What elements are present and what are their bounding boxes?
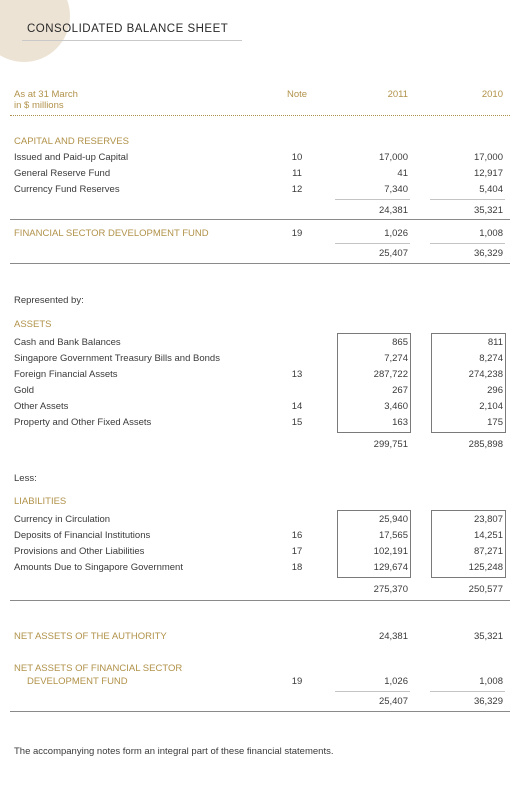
row-value-2011: 41 xyxy=(397,168,408,179)
fsdf-total-2010: 36,329 xyxy=(473,248,503,259)
subtotal-rule-2011 xyxy=(335,199,410,200)
fsdf-note: 19 xyxy=(291,228,303,239)
grand-total-rule xyxy=(10,263,510,264)
section-rule xyxy=(10,219,510,220)
row-value-2010: 17,000 xyxy=(473,152,503,163)
row-label: Foreign Financial Assets xyxy=(14,369,118,380)
row-label: Property and Other Fixed Assets xyxy=(14,417,152,428)
net-fsdf-note: 19 xyxy=(291,676,303,687)
fsdf-total-2011: 25,407 xyxy=(378,248,408,259)
net-fsdf-label-cont: DEVELOPMENT FUND xyxy=(27,676,128,687)
year-2011-header: 2011 xyxy=(387,89,408,100)
assets-heading: ASSETS xyxy=(14,319,52,330)
header-divider xyxy=(10,115,510,116)
liabilities-total-2010: 250,577 xyxy=(468,584,503,595)
row-value-2011: 102,191 xyxy=(373,546,408,557)
row-value-2011: 865 xyxy=(392,337,408,348)
row-note: 15 xyxy=(291,417,303,428)
as-at-label: As at 31 March xyxy=(14,89,78,100)
total-rule-2011 xyxy=(335,243,410,244)
row-label: Currency in Circulation xyxy=(14,514,111,525)
row-note: 10 xyxy=(291,152,303,163)
less-text: Less: xyxy=(14,473,37,484)
capital-total-2010: 35,321 xyxy=(473,205,503,216)
row-value-2011: 3,460 xyxy=(384,401,408,412)
net-assets-2011: 24,381 xyxy=(378,631,408,642)
total-rule-2011 xyxy=(335,691,410,692)
row-value-2010: 14,251 xyxy=(473,530,503,541)
row-value-2011: 129,674 xyxy=(373,562,408,573)
row-value-2010: 12,917 xyxy=(473,168,503,179)
liabilities-heading: LIABILITIES xyxy=(14,496,67,507)
net-assets-label: NET ASSETS OF THE AUTHORITY xyxy=(14,631,167,642)
net-fsdf-total-2011: 25,407 xyxy=(378,696,408,707)
row-label: Other Assets xyxy=(14,401,69,412)
liabilities-total-2011: 275,370 xyxy=(373,584,408,595)
row-label: Provisions and Other Liabilities xyxy=(14,546,145,557)
units-label: in $ millions xyxy=(14,100,64,111)
total-rule-2010 xyxy=(430,243,505,244)
row-note: 18 xyxy=(291,562,303,573)
row-value-2011: 7,274 xyxy=(384,353,408,364)
row-note: 12 xyxy=(291,184,303,195)
row-value-2011: 7,340 xyxy=(384,184,408,195)
row-value-2010: 5,404 xyxy=(479,184,503,195)
net-assets-2010: 35,321 xyxy=(473,631,503,642)
row-value-2010: 175 xyxy=(487,417,503,428)
fsdf-label: FINANCIAL SECTOR DEVELOPMENT FUND xyxy=(14,228,209,239)
footnote: The accompanying notes form an integral part of these financial statements. xyxy=(14,746,334,757)
row-note: 14 xyxy=(291,401,303,412)
net-fsdf-total-2010: 36,329 xyxy=(473,696,503,707)
row-value-2010: 87,271 xyxy=(473,546,503,557)
capital-reserves-heading: CAPITAL AND RESERVES xyxy=(14,136,129,147)
row-note: 16 xyxy=(291,530,303,541)
row-value-2010: 8,274 xyxy=(479,353,503,364)
row-value-2010: 274,238 xyxy=(468,369,503,380)
row-label: Amounts Due to Singapore Government xyxy=(14,562,183,573)
row-value-2010: 125,248 xyxy=(468,562,503,573)
grand-total-rule xyxy=(10,711,510,712)
row-note: 13 xyxy=(291,369,303,380)
subtotal-rule-2010 xyxy=(430,199,505,200)
row-label: General Reserve Fund xyxy=(14,168,111,179)
capital-total-2011: 24,381 xyxy=(378,205,408,216)
assets-total-2010: 285,898 xyxy=(468,439,503,450)
row-label: Issued and Paid-up Capital xyxy=(14,152,129,163)
page-title: CONSOLIDATED BALANCE SHEET xyxy=(27,23,229,35)
row-value-2011: 17,565 xyxy=(378,530,408,541)
row-label: Currency Fund Reserves xyxy=(14,184,120,195)
row-note: 17 xyxy=(291,546,303,557)
note-column-header: Note xyxy=(286,89,308,100)
fsdf-value-2010: 1,008 xyxy=(479,228,503,239)
section-rule xyxy=(10,600,510,601)
row-label: Gold xyxy=(14,385,35,396)
row-value-2010: 2,104 xyxy=(479,401,503,412)
row-value-2011: 287,722 xyxy=(373,369,408,380)
row-value-2011: 267 xyxy=(392,385,408,396)
row-value-2010: 811 xyxy=(487,337,503,348)
row-value-2010: 296 xyxy=(487,385,503,396)
year-2010-header: 2010 xyxy=(481,89,503,100)
fsdf-value-2011: 1,026 xyxy=(384,228,408,239)
title-underline xyxy=(22,40,242,41)
row-label: Cash and Bank Balances xyxy=(14,337,121,348)
row-value-2011: 25,940 xyxy=(378,514,408,525)
net-fsdf-2010: 1,008 xyxy=(479,676,503,687)
row-note: 11 xyxy=(292,168,302,179)
row-value-2011: 17,000 xyxy=(378,152,408,163)
net-fsdf-2011: 1,026 xyxy=(384,676,408,687)
row-value-2011: 163 xyxy=(392,417,408,428)
assets-total-2011: 299,751 xyxy=(373,439,408,450)
row-value-2010: 23,807 xyxy=(473,514,503,525)
net-fsdf-label: NET ASSETS OF FINANCIAL SECTOR xyxy=(14,663,183,674)
represented-by-text: Represented by: xyxy=(14,295,84,306)
row-label: Deposits of Financial Institutions xyxy=(14,530,151,541)
total-rule-2010 xyxy=(430,691,505,692)
row-label: Singapore Government Treasury Bills and Bonds xyxy=(14,353,220,364)
